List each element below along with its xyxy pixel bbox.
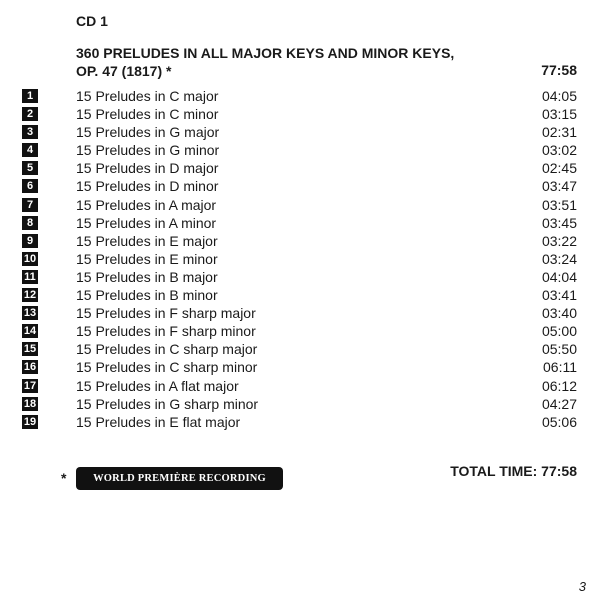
track-number-badge: 5 <box>22 161 38 175</box>
page-number: 3 <box>578 579 586 594</box>
track-duration: 05:50 <box>541 341 577 358</box>
track-title: 15 Preludes in C major <box>76 88 219 104</box>
track-number-badge: 4 <box>22 143 38 157</box>
track-duration: 03:22 <box>541 232 577 249</box>
track-row <box>0 214 599 232</box>
track-number-badge: 11 <box>22 270 38 284</box>
track-title: 15 Preludes in C sharp major <box>76 341 258 358</box>
track-row <box>0 413 599 431</box>
track-title: 15 Preludes in E minor <box>76 250 218 267</box>
track-title: 15 Preludes in A major <box>76 196 217 213</box>
track-duration: 03:15 <box>541 106 577 123</box>
track-title: 15 Preludes in G minor <box>76 142 220 159</box>
total-time: TOTAL TIME: 77:58 <box>450 463 577 479</box>
tracklist <box>0 87 599 431</box>
track-row <box>0 196 599 214</box>
track-row <box>0 377 599 395</box>
track-duration: 02:45 <box>541 160 577 177</box>
track-title: 15 Preludes in F sharp minor <box>76 323 256 340</box>
footnote-asterisk: * <box>61 470 67 486</box>
track-row <box>0 268 599 286</box>
track-title: 15 Preludes in E major <box>76 232 218 249</box>
track-number-badge: 17 <box>23 379 37 392</box>
track-number-badge: 14 <box>23 325 37 338</box>
track-title: 15 Preludes in D major <box>76 160 219 177</box>
track-duration: 06:11 <box>543 359 577 376</box>
track-duration: 03:40 <box>541 305 577 322</box>
track-duration: 05:00 <box>541 323 577 340</box>
track-title: 15 Preludes in D minor <box>76 178 219 195</box>
track-duration: 04:04 <box>541 268 577 285</box>
track-title: 15 Preludes in B minor <box>76 287 218 304</box>
track-row <box>0 304 599 322</box>
track-number-badge: 19 <box>23 415 37 428</box>
track-duration: 03:51 <box>541 196 577 213</box>
track-duration: 04:05 <box>541 88 577 104</box>
track-number-badge: 13 <box>23 307 37 320</box>
track-row <box>0 159 599 177</box>
track-number-badge: 12 <box>23 289 37 302</box>
track-duration: 03:45 <box>541 214 577 231</box>
track-number-badge: 7 <box>22 198 38 212</box>
track-duration: 03:47 <box>541 178 577 195</box>
track-number-badge: 9 <box>22 234 38 248</box>
track-number-badge: 18 <box>23 397 37 410</box>
work-duration: 77:58 <box>541 62 577 78</box>
track-number-badge: 3 <box>22 125 38 139</box>
track-title: 15 Preludes in G sharp minor <box>76 395 259 412</box>
track-duration: 02:31 <box>541 124 577 141</box>
track-title: 15 Preludes in A minor <box>76 214 217 231</box>
track-row <box>0 123 599 141</box>
track-row <box>0 395 599 413</box>
track-title: 15 Preludes in C minor <box>76 106 219 123</box>
track-row <box>0 322 599 340</box>
track-row <box>0 141 599 159</box>
track-row <box>0 250 599 268</box>
track-number-badge: 1 <box>22 89 38 103</box>
track-duration: 03:41 <box>541 287 577 304</box>
world-premiere-badge: WORLD PREMIÈRE RECORDING <box>76 467 283 490</box>
track-row <box>0 358 599 376</box>
track-title: 15 Preludes in G major <box>76 124 220 141</box>
track-number-badge: 15 <box>23 343 37 356</box>
track-title: 15 Preludes in B major <box>76 268 218 285</box>
track-number-badge: 10 <box>23 252 37 265</box>
work-title: 360 PRELUDES IN ALL MAJOR KEYS AND MINOR KEYS, OP. 47 (1817) * <box>76 45 455 79</box>
track-number-badge: 8 <box>22 216 38 230</box>
track-title: 15 Preludes in F sharp major <box>76 305 256 322</box>
track-row <box>0 340 599 358</box>
track-title: 15 Preludes in E flat major <box>76 413 241 430</box>
track-number-badge: 2 <box>22 107 38 121</box>
track-duration: 03:02 <box>541 142 577 159</box>
track-row <box>0 105 599 123</box>
track-row <box>0 286 599 304</box>
track-number-badge: 16 <box>23 361 37 374</box>
track-row <box>0 87 599 105</box>
track-duration: 06:12 <box>541 377 577 394</box>
track-title: 15 Preludes in C sharp minor <box>76 359 258 376</box>
track-title: 15 Preludes in A flat major <box>76 377 239 394</box>
track-row <box>0 177 599 195</box>
cd-label: CD 1 <box>76 13 108 29</box>
track-duration: 04:27 <box>541 395 577 412</box>
track-duration: 05:06 <box>541 413 577 430</box>
track-number-badge: 6 <box>22 179 38 193</box>
track-row <box>0 232 599 250</box>
track-duration: 03:24 <box>541 250 577 267</box>
